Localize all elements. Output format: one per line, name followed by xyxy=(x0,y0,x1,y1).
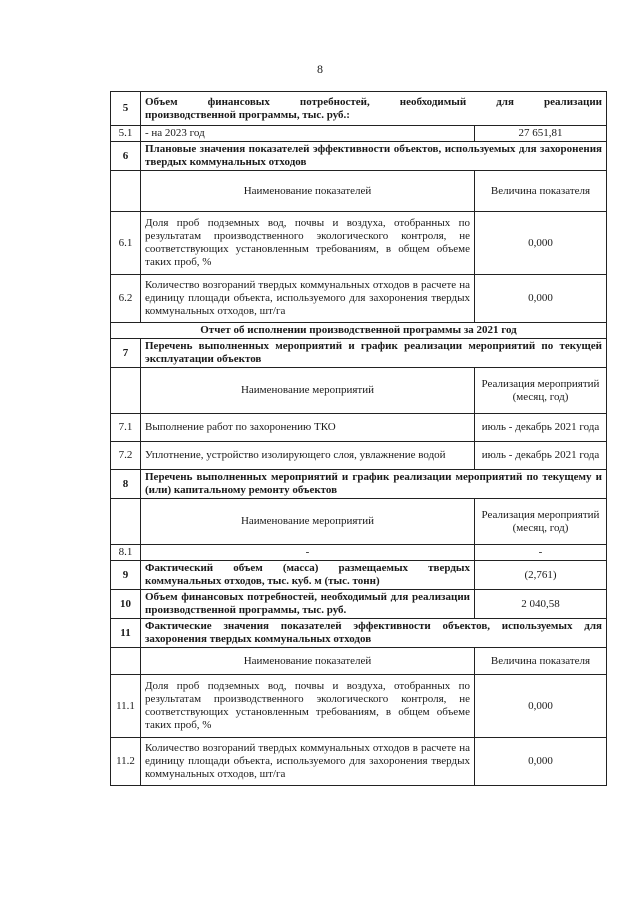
row-11-1-label: Доля проб подземных вод, почвы и воздуха, отобранных по результатам производственного экологического контроля, не соответствующих установленным требованиям, в общем объеме таких проб, % xyxy=(141,675,475,738)
section-6-col-value: Величина показателя xyxy=(475,171,607,212)
row-6-1-label: Доля проб подземных вод, почвы и воздуха, отобранных по результатам производственного экологического контроля, не соответствующих установленным требованиям, в общем объеме таких проб, % xyxy=(141,212,475,275)
row-11-2-label: Количество возгораний твердых коммунальных отходов в расчете на единицу площади объекта, используемого для захоронения твердых коммунальных отходов, шт/га xyxy=(141,738,475,786)
row-8-1-label: - xyxy=(141,545,475,561)
section-11-header-empty xyxy=(111,648,141,675)
section-8-col-value: Реализация мероприятий (месяц, год) xyxy=(475,499,607,545)
report-heading: Отчет об исполнении производственной программы за 2021 год xyxy=(111,323,607,339)
row-9-label: Фактический объем (масса) размещаемых твердых коммунальных отходов, тыс. куб. м (тыс. тонн) xyxy=(141,561,475,590)
section-6-header-empty xyxy=(111,171,141,212)
row-10-label: Объем финансовых потребностей, необходимый для реализации производственной программы, тыс. руб. xyxy=(141,590,475,619)
row-6-1-value: 0,000 xyxy=(475,212,607,275)
section-8-title: Перечень выполненных мероприятий и график реализации мероприятий по текущему и (или) капитальному ремонту объектов xyxy=(141,470,607,499)
row-10 xyxy=(111,590,607,619)
section-8-number: 8 xyxy=(111,470,141,499)
row-5-1 xyxy=(111,126,607,142)
row-11-1-value: 0,000 xyxy=(475,675,607,738)
section-7-header-row xyxy=(111,368,607,414)
row-6-1 xyxy=(111,212,607,275)
row-7-1-label: Выполнение работ по захоронению ТКО xyxy=(141,414,475,442)
section-8-row xyxy=(111,470,607,499)
section-6-number: 6 xyxy=(111,142,141,171)
section-5-title xyxy=(141,92,607,126)
section-8-col-name: Наименование мероприятий xyxy=(141,499,475,545)
section-6-title: Плановые значения показателей эффективности объектов, используемых для захоронения твердых коммунальных отходов xyxy=(141,142,607,171)
row-7-2-value: июль - декабрь 2021 года xyxy=(475,442,607,470)
row-7-2-label: Уплотнение, устройство изолирующего слоя, увлажнение водой xyxy=(141,442,475,470)
section-7-row xyxy=(111,339,607,368)
row-11-2-value: 0,000 xyxy=(475,738,607,786)
section-11-header-row xyxy=(111,648,607,675)
row-7-1 xyxy=(111,414,607,442)
row-11-1-number: 11.1 xyxy=(111,675,141,738)
section-8-header-empty xyxy=(111,499,141,545)
page-number: 8 xyxy=(317,62,323,76)
section-11-col-name: Наименование показателей xyxy=(141,648,475,675)
row-9 xyxy=(111,561,607,590)
row-6-2-label: Количество возгораний твердых коммунальных отходов в расчете на единицу площади объекта, используемого для захоронения твердых коммунальных отходов, шт/га xyxy=(141,275,475,323)
row-8-1-number: 8.1 xyxy=(111,545,141,561)
section-7-col-value: Реализация мероприятий (месяц, год) xyxy=(475,368,607,414)
section-6-col-name: Наименование показателей xyxy=(141,171,475,212)
row-5-1-label: - на 2023 год xyxy=(141,126,475,142)
row-11-2 xyxy=(111,738,607,786)
row-9-value: (2,761) xyxy=(475,561,607,590)
program-table xyxy=(110,91,607,786)
section-7-title: Перечень выполненных мероприятий и график реализации мероприятий по текущей эксплуатации объектов xyxy=(141,339,607,368)
section-5-number: 5 xyxy=(111,92,141,126)
row-10-value: 2 040,58 xyxy=(475,590,607,619)
section-7-header-empty xyxy=(111,368,141,414)
section-8-header-row xyxy=(111,499,607,545)
row-6-2-value: 0,000 xyxy=(475,275,607,323)
section-11-title: Фактические значения показателей эффективности объектов, используемых для захоронения твердых коммунальных отходов xyxy=(141,619,607,648)
section-11-row xyxy=(111,619,607,648)
row-8-1 xyxy=(111,545,607,561)
section-11-number: 11 xyxy=(111,619,141,648)
row-6-2 xyxy=(111,275,607,323)
row-5-1-number: 5.1 xyxy=(111,126,141,142)
row-11-2-number: 11.2 xyxy=(111,738,141,786)
row-7-2 xyxy=(111,442,607,470)
row-9-number: 9 xyxy=(111,561,141,590)
row-7-1-value: июль - декабрь 2021 года xyxy=(475,414,607,442)
row-10-number: 10 xyxy=(111,590,141,619)
section-6-header-row xyxy=(111,171,607,212)
row-7-2-number: 7.2 xyxy=(111,442,141,470)
row-8-1-value: - xyxy=(475,545,607,561)
section-5-row xyxy=(111,92,607,126)
section-6-row xyxy=(111,142,607,171)
section-5-title-line2: производственной программы, тыс. руб.: xyxy=(145,108,350,121)
section-7-col-name: Наименование мероприятий xyxy=(141,368,475,414)
row-6-2-number: 6.2 xyxy=(111,275,141,323)
row-11-1 xyxy=(111,675,607,738)
row-7-1-number: 7.1 xyxy=(111,414,141,442)
report-heading-row xyxy=(111,323,607,339)
section-5-title-line1: Объем финансовых потребностей, необходимый для реализации xyxy=(145,95,602,108)
row-5-1-value: 27 651,81 xyxy=(475,126,607,142)
section-7-number: 7 xyxy=(111,339,141,368)
row-6-1-number: 6.1 xyxy=(111,212,141,275)
section-11-col-value: Величина показателя xyxy=(475,648,607,675)
